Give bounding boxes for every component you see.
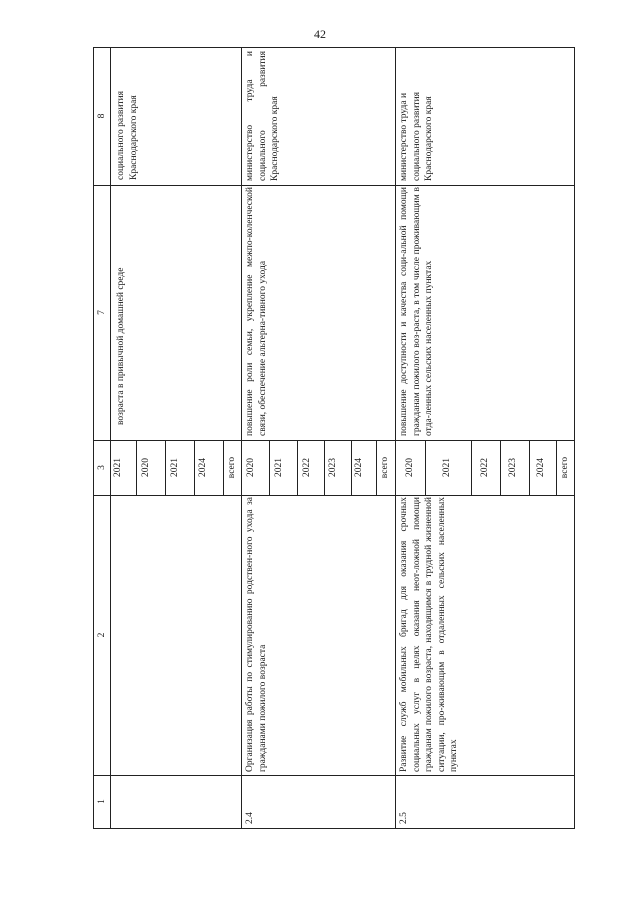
year-cell: 2022	[302, 458, 312, 477]
year-divider	[376, 441, 377, 496]
year-cell: 2020	[141, 458, 151, 477]
year-divider	[324, 441, 325, 496]
year-divider	[223, 441, 224, 496]
year-cell: всего	[560, 456, 570, 479]
year-cell: 2021	[274, 458, 284, 477]
table-border-right	[93, 47, 575, 48]
year-divider	[425, 441, 426, 496]
year-divider	[269, 441, 270, 496]
measure-text: Развитие служб мобильных бригад для оказания срочных социальных услуг в целях оказания неот-ложной помощи гражданам пожилого возраста, находящимся в трудной жизненной ситуации, про-живающим в отдаленных сельских населенных пунктах	[399, 497, 459, 772]
row-divider	[241, 47, 242, 829]
year-divider	[165, 441, 166, 496]
header-divider	[110, 47, 111, 829]
year-cell: 2020	[246, 458, 256, 477]
table-border-top	[93, 47, 94, 829]
year-cell: всего	[380, 456, 390, 479]
year-cell: 2024	[198, 458, 208, 477]
page-number: 42	[314, 27, 326, 41]
table-border-bottom	[574, 47, 575, 829]
year-divider	[471, 441, 472, 496]
year-divider	[351, 441, 352, 496]
executor-text: социального развития Краснодарского края	[116, 90, 139, 180]
table-border-left	[93, 828, 575, 829]
year-divider	[136, 441, 137, 496]
column-header: 8	[97, 113, 107, 119]
year-cell: 2021	[442, 458, 452, 477]
result-text: возраста в привычной домашней среде	[116, 267, 126, 425]
column-header: 7	[97, 310, 107, 315]
row-number: 2.4	[245, 812, 255, 824]
year-divider	[556, 441, 557, 496]
executor-text: министерство труда и социального развития Краснодарского края	[399, 91, 434, 181]
measure-text: Организация работы по стимулированию родствен-ного ухода за гражданами пожилого возраста	[245, 497, 268, 772]
year-cell: 2021	[113, 458, 123, 477]
year-cell: 2023	[508, 458, 518, 477]
executor-text: министерство труда и социального развития Краснодарского края	[245, 51, 280, 181]
program-table	[93, 47, 575, 829]
year-cell: 2023	[328, 458, 338, 477]
row-divider	[395, 47, 396, 829]
row-number: 2.5	[399, 812, 409, 824]
column-header: 2	[97, 632, 107, 638]
year-cell: 2022	[480, 458, 490, 477]
year-cell: всего	[227, 456, 237, 479]
year-divider	[297, 441, 298, 496]
column-divider	[93, 775, 575, 776]
column-header: 1	[97, 799, 107, 804]
year-divider	[194, 441, 195, 496]
year-cell: 2020	[405, 458, 415, 477]
result-text: повышение роли семьи, укрепление межпо-коленческой связи, обеспечение альтерна-тивного ухода	[245, 187, 268, 436]
year-cell: 2021	[170, 458, 180, 477]
column-divider	[93, 185, 575, 186]
year-cell: 2024	[354, 458, 364, 477]
column-header: 3	[97, 465, 107, 470]
year-cell: 2024	[536, 458, 546, 477]
result-text: повышение доступности и качества соци-альной помощи гражданам пожилого воз-раста, в том числе проживающим в отда-ленных сельских населенных пунктах	[399, 187, 434, 436]
year-divider	[500, 441, 501, 496]
year-divider	[529, 441, 530, 496]
